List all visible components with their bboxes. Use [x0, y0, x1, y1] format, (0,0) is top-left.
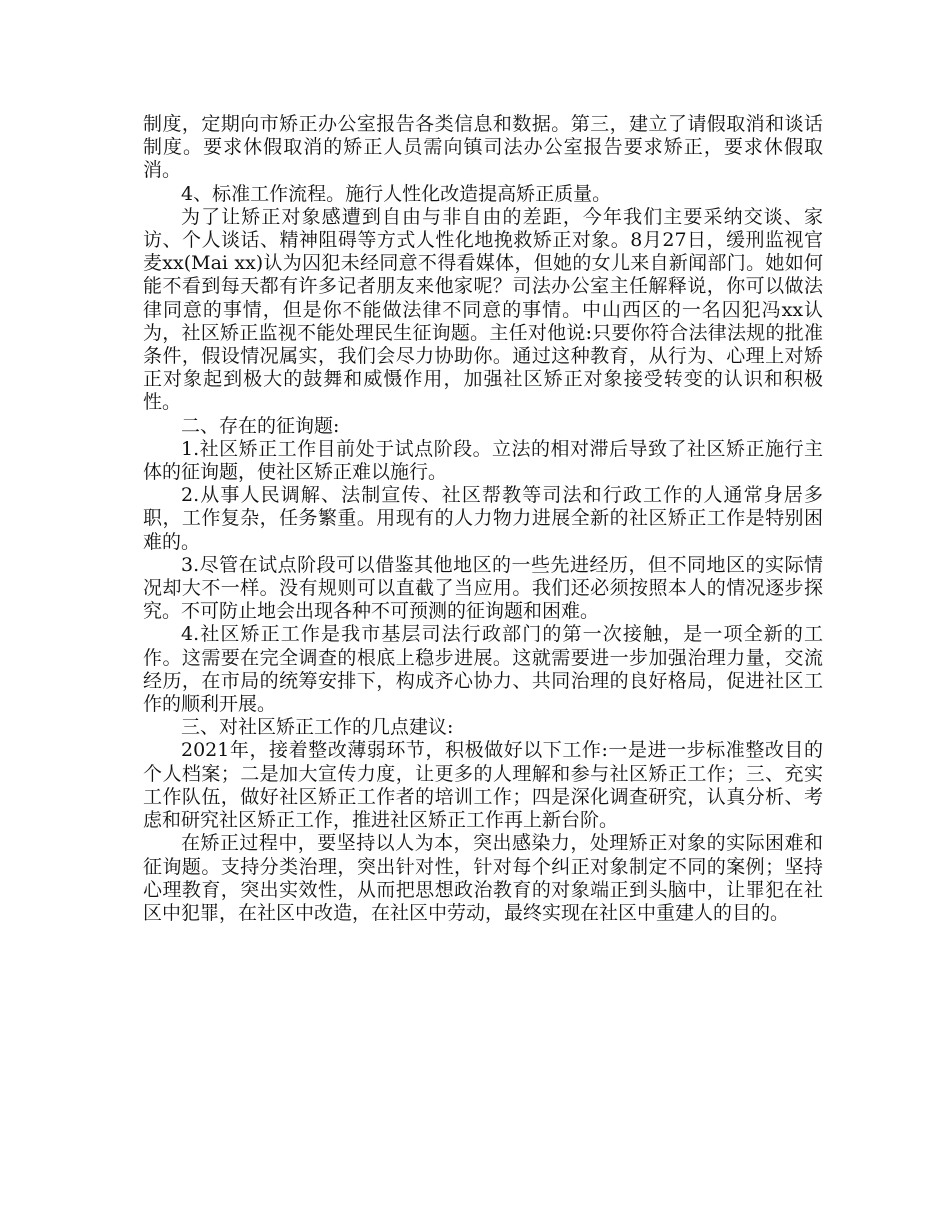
suggestion-paragraph-2: 在矫正过程中，要坚持以人为本，突出感染力，处理矫正对象的实际困难和征询题。支持分类治理，突出针对性，针对每个纠正对象制定不同的案例；坚持心理教育，突出实效性，从而把思想政治教育的对象端正到头脑中，让罪犯在社区中犯罪，在社区中改造，在社区中劳动，最终实现在社区中重建人的目的。	[143, 832, 823, 924]
issue-item-3: 3.尽管在试点阶段可以借鉴其他地区的一些先进经历，但不同地区的实际情况却大不一样。没有规则可以直截了当应用。我们还必须按照本人的情况逐步探究。不可防止地会出现各种不可预测的征询题和困难。	[143, 553, 823, 623]
paragraph-3: 为了让矫正对象感遭到自由与非自由的差距，今年我们主要采纳交谈、家访、个人谈话、精神阻碍等方式人性化地挽救矫正对象。8月27日，缓刑监视官麦xx(Mai xx)认为囚犯未经同意不得看媒体，但她的女儿来自新闻部门。她如何能不看到每天都有许多记者朋友来他家呢？司法办公室主任解释说，你可以做法律同意的事情，但是你不能做法律不同意的事情。中山西区的一名囚犯冯xx认为，社区矫正监视不能处理民生征询题。主任对他说:只要你符合法律法规的批准条件，假设情况属实，我们会尽力协助你。通过这种教育，从行为、心理上对矫正对象起到极大的鼓舞和威慑作用，加强社区矫正对象接受转变的认识和积极性。	[143, 205, 823, 414]
paragraph-1: 制度，定期向市矫正办公室报告各类信息和数据。第三，建立了请假取消和谈话制度。要求休假取消的矫正人员需向镇司法办公室报告要求矫正，要求休假取消。	[143, 113, 823, 182]
section-heading-issues: 二、存在的征询题:	[181, 414, 340, 437]
document-body	[143, 113, 823, 925]
issue-item-2: 2.从事人民调解、法制宣传、社区帮教等司法和行政工作的人通常身居多职，工作复杂，任务繁重。用现有的人力物力进展全新的社区矫正工作是特别困难的。	[143, 484, 823, 553]
paragraph-2: 4、标准工作流程。施行人性化改造提高矫正质量。	[181, 182, 612, 205]
suggestion-paragraph-1: 2021年，接着整改薄弱环节，积极做好以下工作:一是进一步标准整改目的个人档案；二是加大宣传力度，让更多的人理解和参与社区矫正工作；三、充实工作队伍，做好社区矫正工作者的培训工作；四是深化调查研究，认真分析、考虑和研究社区矫正工作，推进社区矫正工作再上新台阶。	[143, 739, 823, 832]
section-heading-suggestions: 三、对社区矫正工作的几点建议:	[181, 716, 454, 739]
issue-item-4: 4.社区矫正工作是我市基层司法行政部门的第一次接触，是一项全新的工作。这需要在完全调查的根底上稳步进展。这就需要进一步加强治理力量，交流经历，在市局的统筹安排下，构成齐心协力、共同治理的良好格局，促进社区工作的顺利开展。	[143, 623, 823, 716]
issue-item-1: 1.社区矫正工作目前处于试点阶段。立法的相对滞后导致了社区矫正施行主体的征询题，使社区矫正难以施行。	[143, 437, 823, 484]
